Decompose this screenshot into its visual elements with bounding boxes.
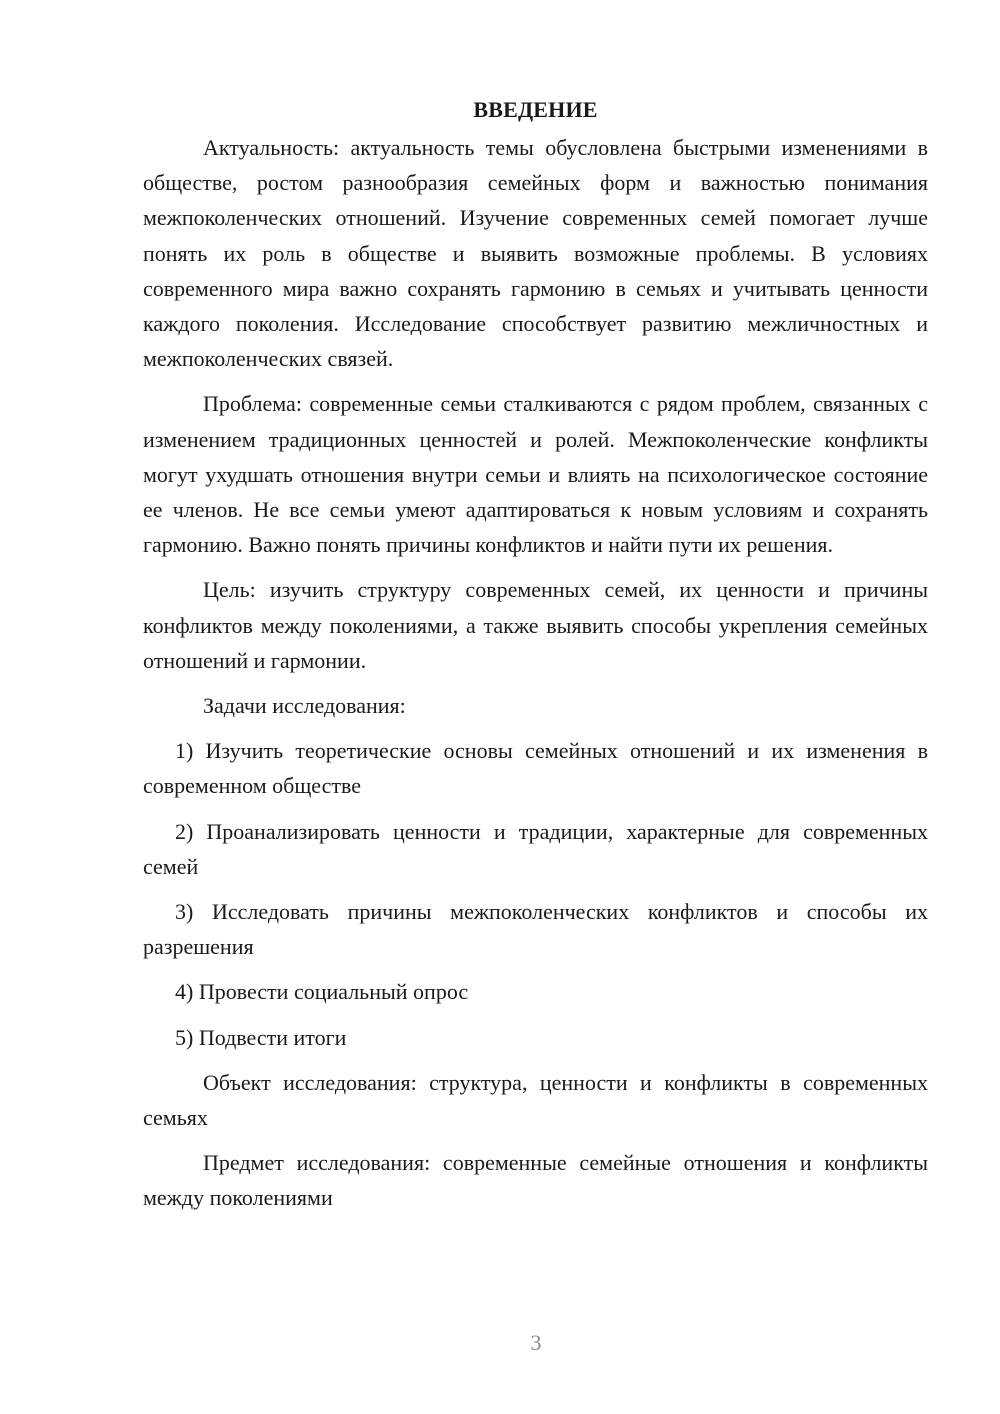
tasks-intro: Задачи исследования: bbox=[203, 693, 406, 719]
task-item-5: 5) Подвести итоги bbox=[175, 1024, 347, 1050]
task-item-2: 2) Проанализировать ценности и традиции, характерные для современных семей bbox=[143, 818, 928, 879]
page-number: 3 bbox=[530, 1330, 542, 1355]
relevance-paragraph: Актуальность: актуальность темы обусловлена быстрыми изменениями в обществе, ростом разнообразия семейных форм и важностью понимания межпоколенческих отношений. Изучение современных семей помогает лучше понять их роль в обществе и выявить возможные проблемы. В условиях современного мира важно сохранять гармонию в семьях и учитывать ценности каждого поколения. Исследование способствует развитию межличностных и межпоколенческих связей. bbox=[143, 135, 928, 372]
goal-paragraph: Цель: изучить структуру современных семей, их ценности и причины конфликтов между поколениями, а также выявить способы укрепления семейных отношений и гармонии. bbox=[143, 577, 928, 673]
task-item-3: 3) Исследовать причины межпоколенческих конфликтов и способы их разрешения bbox=[143, 899, 928, 960]
task-item-4: 4) Провести социальный опрос bbox=[175, 979, 469, 1005]
section-heading: ВВЕДЕНИЕ bbox=[473, 97, 598, 122]
problem-paragraph: Проблема: современные семьи сталкиваются с рядом проблем, связанных с изменением традиционных ценностей и ролей. Межпоколенческие конфликты могут ухудшать отношения внутри семьи и влиять на психологическое состояние ее членов. Не все семьи умеют адаптироваться к новым условиям и сохранять гармонию. Важно понять причины конфликтов и найти пути их решения. bbox=[143, 391, 928, 558]
task-item-1: 1) Изучить теоретические основы семейных отношений и их изменения в современном обществе bbox=[143, 738, 928, 799]
subject-paragraph: Предмет исследования: современные семейные отношения и конфликты между поколениями bbox=[143, 1150, 928, 1211]
object-paragraph: Объект исследования: структура, ценности и конфликты в современных семьях bbox=[143, 1069, 928, 1131]
document-page bbox=[143, 90, 928, 1226]
